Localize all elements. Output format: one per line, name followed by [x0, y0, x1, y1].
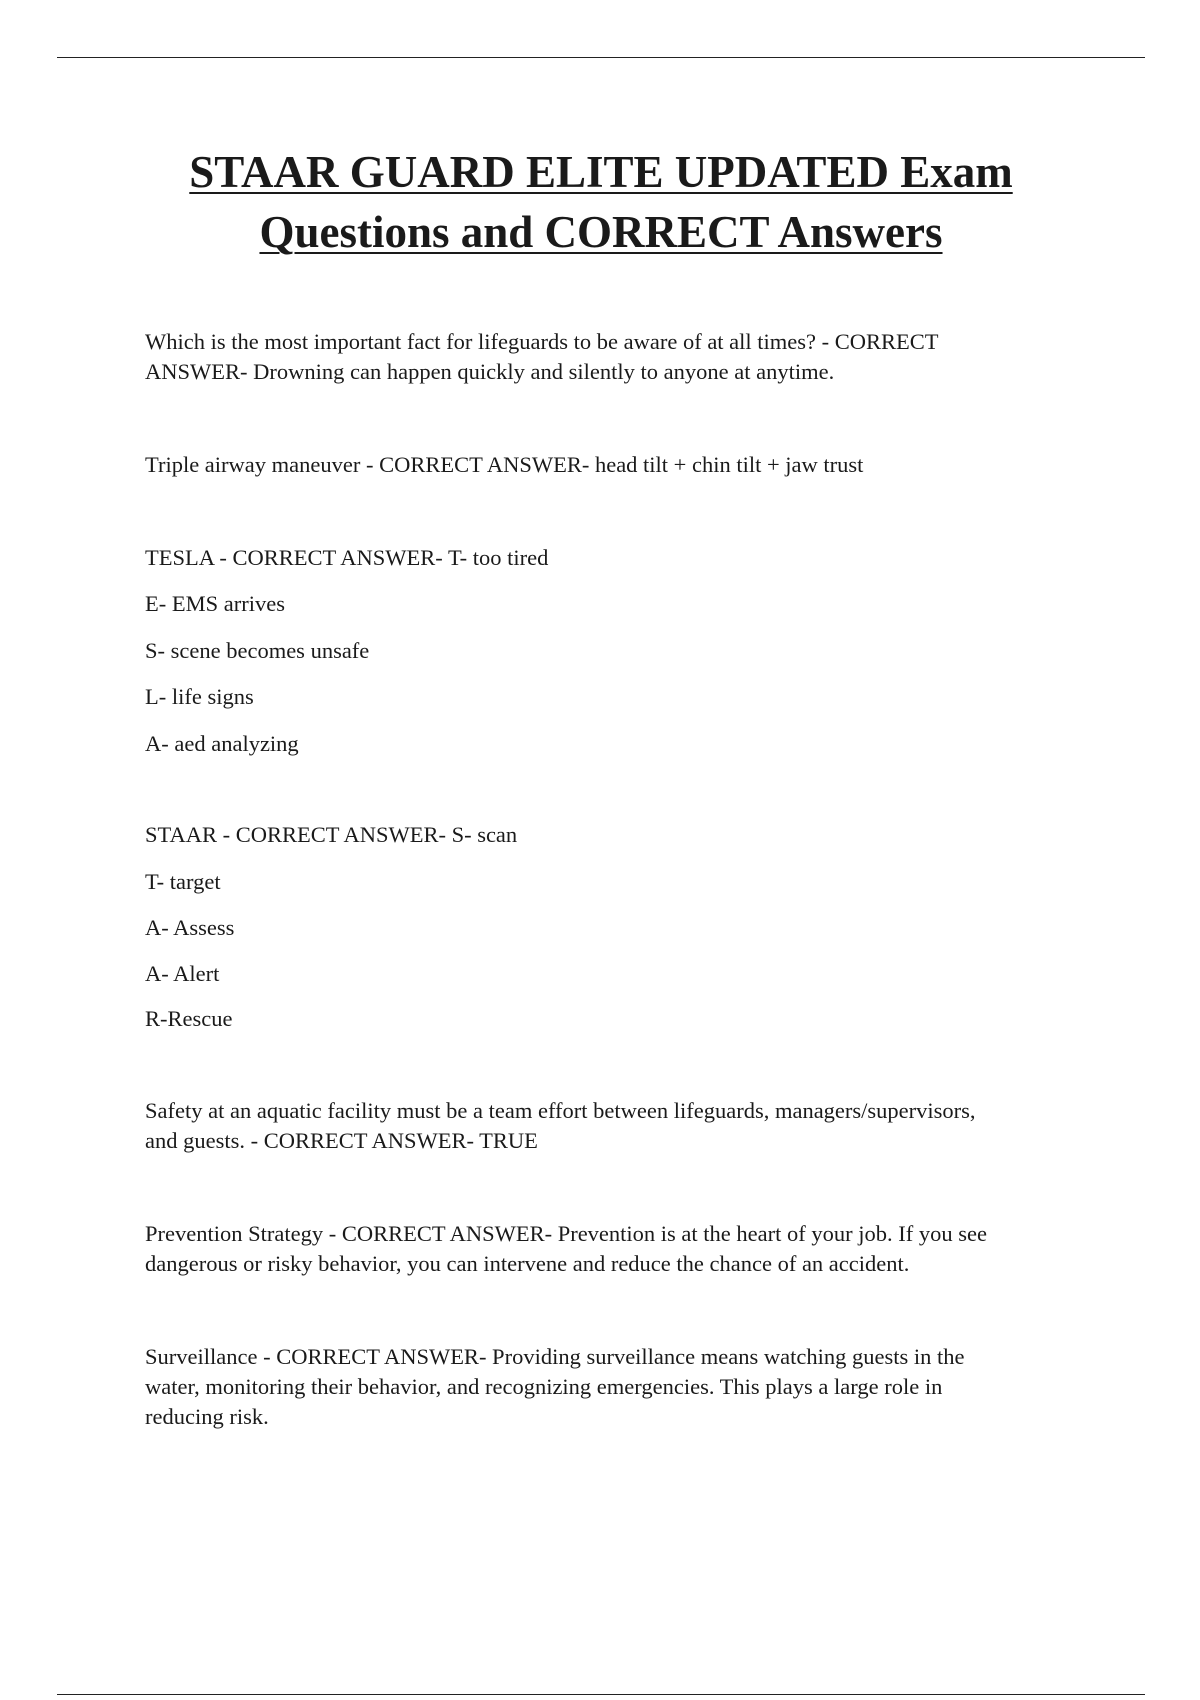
text-line: Which is the most important fact for lifeguards to be aware of at all times? - CORRECT — [145, 329, 939, 354]
staar-item-r — [145, 1004, 1075, 1034]
text-line: Triple airway maneuver - CORRECT ANSWER- head tilt + chin tilt + jaw trust — [145, 452, 864, 477]
tesla-item-l — [145, 682, 1075, 712]
qa-entry-surveillance — [145, 1342, 1075, 1432]
qa-entry-tesla — [145, 543, 1075, 573]
text-line: E- EMS arrives — [145, 591, 285, 616]
header-rule — [57, 57, 1145, 58]
footer-rule — [57, 1694, 1145, 1695]
qa-entry-important-fact — [145, 327, 1075, 387]
text-line: STAAR - CORRECT ANSWER- S- scan — [145, 822, 518, 847]
text-line: TESLA - CORRECT ANSWER- T- too tired — [145, 545, 549, 570]
text-line: dangerous or risky behavior, you can intervene and reduce the chance of an accident. — [145, 1251, 910, 1276]
tesla-item-s — [145, 636, 1075, 666]
document-title-line-1: STAAR GUARD ELITE UPDATED Exam — [189, 147, 1013, 197]
text-line: reducing risk. — [145, 1404, 269, 1429]
staar-item-a-assess — [145, 913, 1075, 943]
text-line: Prevention Strategy - CORRECT ANSWER- Prevention is at the heart of your job. If you see — [145, 1221, 987, 1246]
qa-entry-staar — [145, 820, 1075, 850]
text-line: S- scene becomes unsafe — [145, 638, 370, 663]
text-line: water, monitoring their behavior, and recognizing emergencies. This plays a large role in — [145, 1374, 943, 1399]
staar-item-t — [145, 867, 1075, 897]
tesla-item-a — [145, 729, 1075, 759]
text-line: T- target — [145, 869, 221, 894]
text-line: A- Assess — [145, 915, 235, 940]
qa-entry-prevention-strategy — [145, 1219, 1075, 1279]
document-title-line-2: Questions and CORRECT Answers — [259, 207, 943, 257]
text-line: A- Alert — [145, 961, 220, 986]
text-line: Surveillance - CORRECT ANSWER- Providing surveillance means watching guests in the — [145, 1344, 965, 1369]
text-line: L- life signs — [145, 684, 254, 709]
text-line: ANSWER- Drowning can happen quickly and silently to anyone at anytime. — [145, 359, 835, 384]
tesla-item-e — [145, 589, 1075, 619]
qa-entry-team-effort — [145, 1096, 1075, 1156]
qa-entry-triple-airway — [145, 450, 1075, 480]
document-title — [57, 142, 1145, 262]
text-line: A- aed analyzing — [145, 731, 299, 756]
staar-item-a-alert — [145, 959, 1075, 989]
text-line: Safety at an aquatic facility must be a team effort between lifeguards, managers/supervisors, — [145, 1098, 976, 1123]
text-line: and guests. - CORRECT ANSWER- TRUE — [145, 1128, 538, 1153]
text-line: R-Rescue — [145, 1006, 233, 1031]
